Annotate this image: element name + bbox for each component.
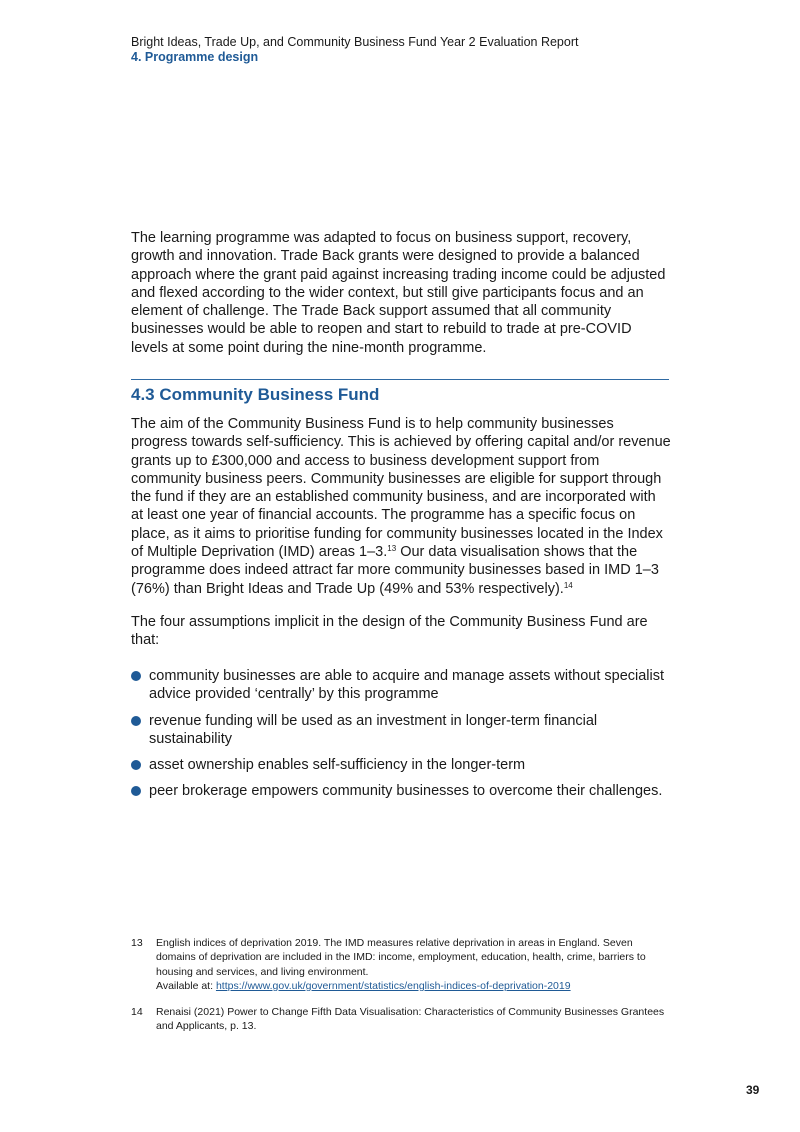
footnote-number: 13 — [131, 937, 143, 949]
footnote-ref-13[interactable]: 13 — [387, 544, 397, 554]
footnote-link-prefix: Available at: — [156, 979, 216, 992]
page-header — [131, 35, 578, 65]
section-divider — [131, 379, 669, 380]
section-title: 4. Programme design — [131, 50, 259, 64]
footnote-14 — [131, 1005, 671, 1034]
aim-paragraph — [131, 415, 671, 598]
list-item-text: community businesses are able to acquire and manage assets without specialist advice provided ‘centrally’ by this programme — [149, 668, 665, 703]
footnote-ref-14[interactable]: 14 — [563, 580, 573, 590]
list-item — [131, 782, 676, 800]
list-item — [131, 756, 676, 774]
assumptions-intro: The four assumptions implicit in the design of the Community Business Fund are that: — [131, 614, 648, 649]
section-heading: 4.3 Community Business Fund — [131, 385, 380, 404]
aim-text-a: The aim of the Community Business Fund is to help community businesses progress towards self-sufficiency. This is achieved by offering capital and/or revenue grants up to £300,000 and access to business development support from community business peers. Community businesses are eligible for support through the fund if they are an established community business, and are incorporated with at least one year of financial accounts. The programme has a specific focus on place, as it aims to prioritise funding for community businesses located in the Index of Multiple Deprivation (IMD) areas 1–3. — [131, 416, 671, 561]
page-number: 39 — [746, 1083, 760, 1097]
list-item-text: asset ownership enables self-sufficiency in the longer-term — [149, 757, 526, 774]
footnotes — [131, 936, 671, 1046]
circle-bullet-icon — [131, 716, 141, 726]
circle-bullet-icon — [131, 786, 141, 796]
footnote-13 — [131, 936, 671, 993]
intro-paragraph: The learning programme was adapted to focus on business support, recovery, growth and innovation. Trade Back grants were designed to provide a balanced approach where the grant paid against increasing trading income could be adjusted and flexed according to the wider context, but still give participants focus and an element of challenge. The Trade Back support assumed that all community businesses would be able to reopen and start to rebuild to trade at pre-COVID levels at some point during the nine-month programme. — [131, 230, 666, 356]
deprivation-link[interactable]: https://www.gov.uk/government/statistics/english-indices-of-deprivation-2019 — [215, 979, 571, 992]
list-item — [131, 667, 676, 704]
footnote-text: Renaisi (2021) Power to Change Fifth Data Visualisation: Characteristics of Community Businesses Grantees and Applicants, p. 13. — [156, 1006, 665, 1033]
list-item-text: peer brokerage empowers community businesses to overcome their challenges. — [149, 783, 663, 800]
aim-text-b: Our data visualisation shows that the programme does indeed attract far more community businesses based in IMD 1–3 (76%) than Bright Ideas and Trade Up (49% and 53% respectively). — [131, 544, 659, 597]
footnote-text: English indices of deprivation 2019. The IMD measures relative deprivation in areas in England. Seven domains of deprivation are included in the IMD: income, employment, education, health, crime, barriers to housing and services, and living environment. — [156, 937, 646, 978]
list-item — [131, 712, 676, 749]
circle-bullet-icon — [131, 671, 141, 681]
report-title: Bright Ideas, Trade Up, and Community Business Fund Year 2 Evaluation Report — [131, 35, 579, 49]
circle-bullet-icon — [131, 760, 141, 770]
assumptions-list — [131, 667, 676, 809]
list-item-text: revenue funding will be used as an investment in longer-term financial sustainability — [149, 712, 598, 747]
footnote-number: 14 — [131, 1006, 143, 1019]
